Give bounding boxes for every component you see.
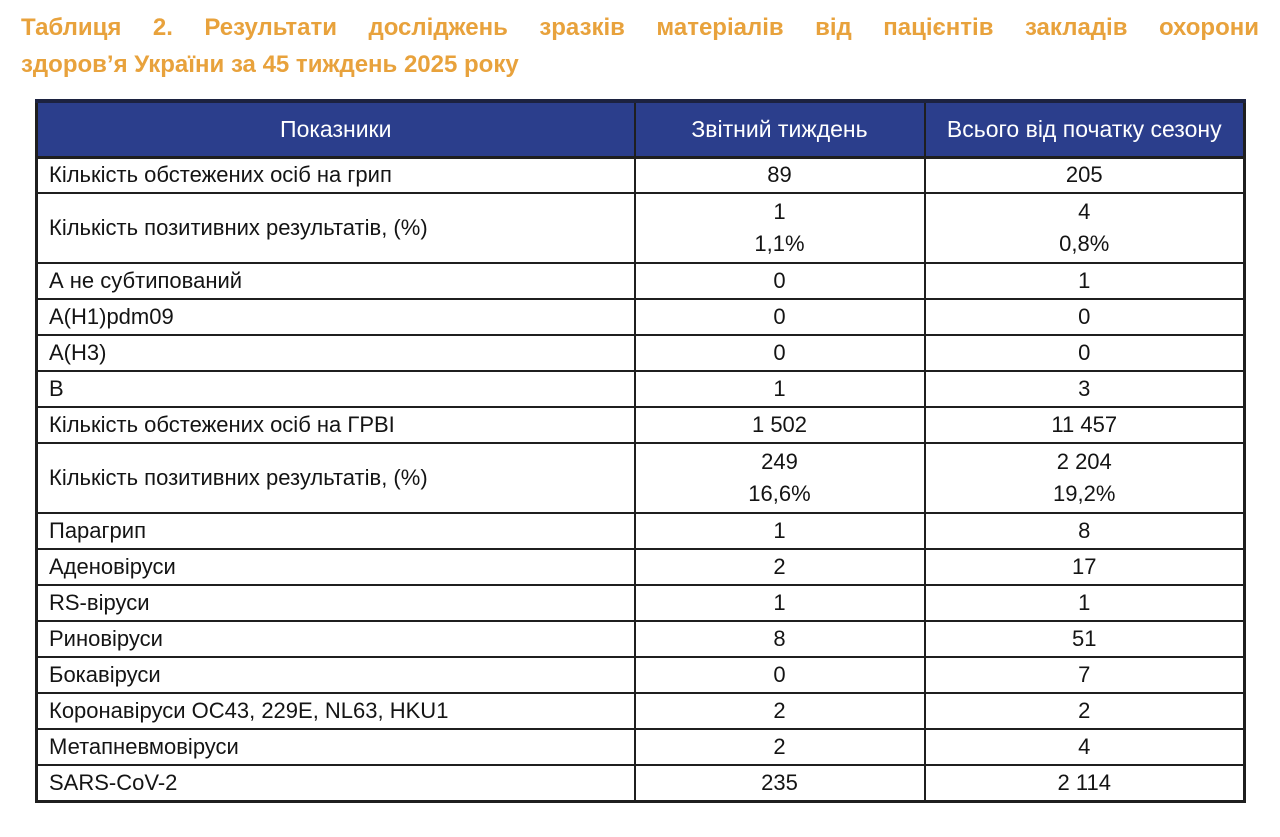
table-row — [37, 371, 1245, 407]
season-value — [925, 443, 1245, 513]
season-value: 3 — [925, 371, 1245, 407]
week-value: 235 — [635, 765, 925, 801]
table-title-line-2: здоров’я України за 45 тиждень 2025 року — [21, 51, 519, 78]
table-row — [37, 693, 1245, 729]
table-row — [37, 765, 1245, 801]
season-value: 51 — [925, 621, 1245, 657]
table-title-line-1: Таблиця 2. Результати досліджень зразків матеріалів від пацієнтів закладів охорони — [21, 14, 1259, 41]
table-row — [37, 407, 1245, 443]
table-row — [37, 513, 1245, 549]
season-value: 0 — [925, 299, 1245, 335]
table-title — [21, 9, 1259, 83]
row-label: Аденовіруси — [37, 549, 635, 585]
week-value: 1 — [635, 371, 925, 407]
week-value — [635, 193, 925, 263]
row-label: Коронавіруси OC43, 229E, NL63, HKU1 — [37, 693, 635, 729]
season-count: 4 — [1078, 199, 1091, 224]
row-label: RS-віруси — [37, 585, 635, 621]
row-label: Метапневмовіруси — [37, 729, 635, 765]
season-count: 2 204 — [1056, 449, 1112, 474]
week-count: 249 — [761, 449, 798, 474]
week-value: 1 502 — [635, 407, 925, 443]
season-value — [925, 193, 1245, 263]
season-value: 8 — [925, 513, 1245, 549]
week-value: 0 — [635, 335, 925, 371]
row-label: SARS-CoV-2 — [37, 765, 635, 801]
row-label: Кількість обстежених осіб на ГРВІ — [37, 407, 635, 443]
week-value: 8 — [635, 621, 925, 657]
season-value: 0 — [925, 335, 1245, 371]
row-label: Парагрип — [37, 513, 635, 549]
week-value: 0 — [635, 299, 925, 335]
week-value: 2 — [635, 729, 925, 765]
table-row — [37, 193, 1245, 263]
season-percent: 0,8% — [1059, 231, 1110, 256]
season-value: 2 114 — [925, 765, 1245, 801]
season-value: 4 — [925, 729, 1245, 765]
table-row — [37, 263, 1245, 299]
season-value: 1 — [925, 585, 1245, 621]
row-label: Кількість позитивних результатів, (%) — [37, 193, 635, 263]
row-label: Бокавіруси — [37, 657, 635, 693]
week-value: 0 — [635, 263, 925, 299]
season-value: 11 457 — [925, 407, 1245, 443]
row-label: Риновіруси — [37, 621, 635, 657]
week-percent: 16,6% — [748, 481, 811, 506]
week-value: 89 — [635, 157, 925, 193]
week-value: 1 — [635, 513, 925, 549]
results-table — [35, 99, 1246, 803]
week-value: 1 — [635, 585, 925, 621]
table-row — [37, 335, 1245, 371]
table-row — [37, 729, 1245, 765]
week-value: 2 — [635, 549, 925, 585]
row-label: B — [37, 371, 635, 407]
row-label: Кількість обстежених осіб на грип — [37, 157, 635, 193]
table-row — [37, 157, 1245, 193]
week-count: 1 — [773, 199, 786, 224]
season-value: 7 — [925, 657, 1245, 693]
season-value: 2 — [925, 693, 1245, 729]
row-label: A(H3) — [37, 335, 635, 371]
table-row — [37, 299, 1245, 335]
table-row — [37, 657, 1245, 693]
header-row — [37, 101, 1245, 157]
column-header-reporting-week: Звітний тиждень — [635, 101, 925, 157]
row-label: А не субтипований — [37, 263, 635, 299]
column-header-indicators: Показники — [37, 101, 635, 157]
week-percent: 1,1% — [754, 231, 805, 256]
row-label: A(H1)pdm09 — [37, 299, 635, 335]
week-value — [635, 443, 925, 513]
season-value: 205 — [925, 157, 1245, 193]
table-row — [37, 621, 1245, 657]
table-row — [37, 443, 1245, 513]
week-value: 2 — [635, 693, 925, 729]
row-label: Кількість позитивних результатів, (%) — [37, 443, 635, 513]
week-value: 0 — [635, 657, 925, 693]
season-value: 1 — [925, 263, 1245, 299]
table-row — [37, 549, 1245, 585]
season-value: 17 — [925, 549, 1245, 585]
season-percent: 19,2% — [1053, 481, 1116, 506]
table-row — [37, 585, 1245, 621]
column-header-season-total: Всього від початку сезону — [925, 101, 1245, 157]
